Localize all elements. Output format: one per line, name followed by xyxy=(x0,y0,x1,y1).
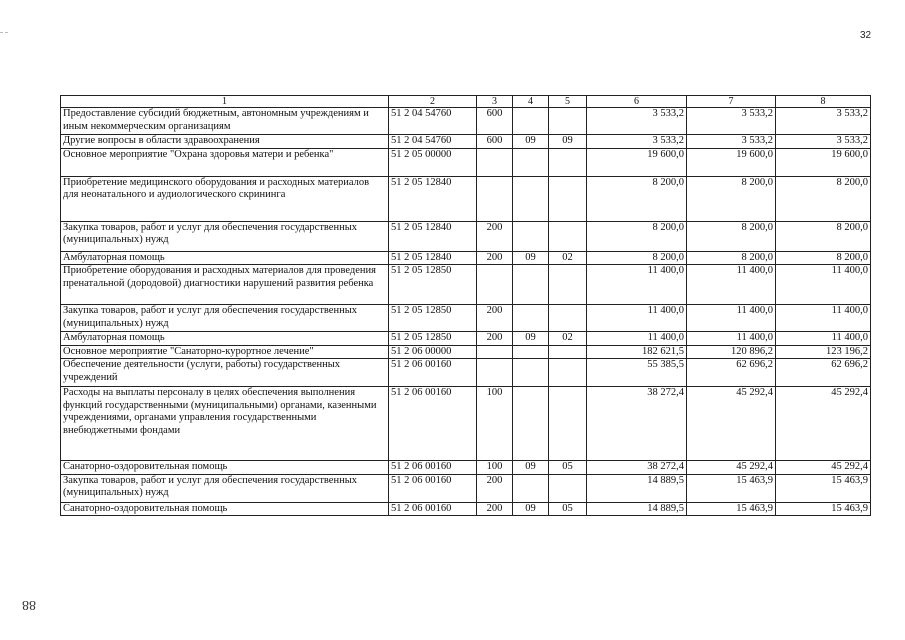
row-amount-year3: 3 533,2 xyxy=(776,135,871,149)
row-amount-year2: 8 200,0 xyxy=(687,221,776,251)
row-section: 09 xyxy=(513,502,549,516)
row-amount-year3: 11 400,0 xyxy=(776,305,871,332)
row-amount-year2: 15 463,9 xyxy=(687,502,776,516)
table-row xyxy=(61,221,871,251)
row-code: 51 2 06 00160 xyxy=(389,359,477,387)
row-subsection xyxy=(549,221,587,251)
row-section xyxy=(513,108,549,135)
row-code: 51 2 06 00160 xyxy=(389,387,477,461)
row-amount-year3: 62 696,2 xyxy=(776,359,871,387)
row-section xyxy=(513,474,549,502)
table-header-row xyxy=(61,96,871,108)
header-cell: 5 xyxy=(549,96,587,108)
row-name: Закупка товаров, работ и услуг для обеспечения государственных (муниципальных) нужд xyxy=(61,474,389,502)
row-subsection xyxy=(549,474,587,502)
row-amount-year2: 120 896,2 xyxy=(687,345,776,359)
row-expense-type: 200 xyxy=(477,502,513,516)
page-number: 32 xyxy=(860,30,872,41)
row-name: Основное мероприятие "Охрана здоровья матери и ребенка" xyxy=(61,148,389,176)
row-section: 09 xyxy=(513,251,549,265)
row-amount-year1: 8 200,0 xyxy=(587,221,687,251)
row-code: 51 2 05 12840 xyxy=(389,176,477,221)
row-subsection xyxy=(549,359,587,387)
row-amount-year2: 15 463,9 xyxy=(687,474,776,502)
row-amount-year1: 38 272,4 xyxy=(587,387,687,461)
row-amount-year3: 15 463,9 xyxy=(776,502,871,516)
row-amount-year2: 8 200,0 xyxy=(687,251,776,265)
row-amount-year1: 11 400,0 xyxy=(587,305,687,332)
row-amount-year2: 45 292,4 xyxy=(687,387,776,461)
table-row xyxy=(61,332,871,346)
side-handwritten-mark: 88 xyxy=(22,597,36,612)
table-row xyxy=(61,387,871,461)
table-row xyxy=(61,345,871,359)
row-name: Основное мероприятие "Санаторно-курортное лечение" xyxy=(61,345,389,359)
row-subsection xyxy=(549,345,587,359)
scan-margin-mark xyxy=(0,32,8,33)
row-amount-year2: 62 696,2 xyxy=(687,359,776,387)
row-expense-type: 200 xyxy=(477,251,513,265)
row-amount-year2: 45 292,4 xyxy=(687,461,776,475)
row-amount-year3: 123 196,2 xyxy=(776,345,871,359)
row-name: Амбулаторная помощь xyxy=(61,251,389,265)
row-code: 51 2 04 54760 xyxy=(389,108,477,135)
table-row xyxy=(61,359,871,387)
row-amount-year1: 8 200,0 xyxy=(587,251,687,265)
row-expense-type xyxy=(477,345,513,359)
row-code: 51 2 05 12840 xyxy=(389,251,477,265)
header-cell: 6 xyxy=(587,96,687,108)
row-section xyxy=(513,345,549,359)
row-subsection: 05 xyxy=(549,502,587,516)
table-row xyxy=(61,148,871,176)
row-subsection xyxy=(549,108,587,135)
row-amount-year1: 14 889,5 xyxy=(587,502,687,516)
row-section xyxy=(513,221,549,251)
row-amount-year3: 15 463,9 xyxy=(776,474,871,502)
table-row xyxy=(61,251,871,265)
row-code: 51 2 06 00160 xyxy=(389,461,477,475)
row-code: 51 2 05 12850 xyxy=(389,305,477,332)
row-name: Обеспечение деятельности (услуги, работы) государственных учреждений xyxy=(61,359,389,387)
row-expense-type: 100 xyxy=(477,387,513,461)
row-code: 51 2 05 12850 xyxy=(389,332,477,346)
row-amount-year1: 19 600,0 xyxy=(587,148,687,176)
row-subsection: 02 xyxy=(549,251,587,265)
row-subsection xyxy=(549,176,587,221)
row-amount-year3: 8 200,0 xyxy=(776,221,871,251)
row-section: 09 xyxy=(513,135,549,149)
row-section xyxy=(513,176,549,221)
row-expense-type: 200 xyxy=(477,221,513,251)
row-code: 51 2 06 00160 xyxy=(389,502,477,516)
row-amount-year3: 11 400,0 xyxy=(776,265,871,305)
row-amount-year2: 11 400,0 xyxy=(687,305,776,332)
header-cell: 2 xyxy=(389,96,477,108)
row-amount-year2: 3 533,2 xyxy=(687,108,776,135)
row-subsection: 02 xyxy=(549,332,587,346)
row-subsection xyxy=(549,148,587,176)
row-section xyxy=(513,359,549,387)
row-section xyxy=(513,148,549,176)
row-subsection xyxy=(549,265,587,305)
header-cell: 1 xyxy=(61,96,389,108)
row-expense-type xyxy=(477,265,513,305)
row-amount-year1: 3 533,2 xyxy=(587,108,687,135)
row-expense-type: 600 xyxy=(477,108,513,135)
row-subsection xyxy=(549,305,587,332)
row-amount-year3: 45 292,4 xyxy=(776,387,871,461)
table-row xyxy=(61,135,871,149)
row-name: Санаторно-оздоровительная помощь xyxy=(61,502,389,516)
table-row xyxy=(61,502,871,516)
row-name: Предоставление субсидий бюджетным, автономным учреждениям и иным некоммерческим организациям xyxy=(61,108,389,135)
row-amount-year2: 11 400,0 xyxy=(687,265,776,305)
table-row xyxy=(61,305,871,332)
header-cell: 3 xyxy=(477,96,513,108)
row-expense-type xyxy=(477,176,513,221)
row-amount-year1: 3 533,2 xyxy=(587,135,687,149)
row-section xyxy=(513,387,549,461)
row-amount-year2: 3 533,2 xyxy=(687,135,776,149)
row-amount-year3: 8 200,0 xyxy=(776,251,871,265)
row-section: 09 xyxy=(513,332,549,346)
row-amount-year3: 11 400,0 xyxy=(776,332,871,346)
row-code: 51 2 06 00000 xyxy=(389,345,477,359)
row-expense-type xyxy=(477,359,513,387)
row-expense-type xyxy=(477,148,513,176)
row-subsection xyxy=(549,387,587,461)
row-amount-year1: 14 889,5 xyxy=(587,474,687,502)
row-code: 51 2 04 54760 xyxy=(389,135,477,149)
row-amount-year1: 182 621,5 xyxy=(587,345,687,359)
row-subsection: 05 xyxy=(549,461,587,475)
row-amount-year3: 19 600,0 xyxy=(776,148,871,176)
header-cell: 4 xyxy=(513,96,549,108)
row-amount-year3: 8 200,0 xyxy=(776,176,871,221)
row-name: Приобретение медицинского оборудования и расходных материалов для неонатального и аудиологического скрининга xyxy=(61,176,389,221)
row-expense-type: 600 xyxy=(477,135,513,149)
row-amount-year1: 38 272,4 xyxy=(587,461,687,475)
row-expense-type: 200 xyxy=(477,305,513,332)
table-row xyxy=(61,176,871,221)
row-section xyxy=(513,305,549,332)
row-amount-year1: 11 400,0 xyxy=(587,265,687,305)
header-cell: 8 xyxy=(776,96,871,108)
row-code: 51 2 05 12850 xyxy=(389,265,477,305)
row-amount-year2: 8 200,0 xyxy=(687,176,776,221)
row-name: Приобретение оборудования и расходных материалов для проведения пренатальной (дородовой) диагностики нарушений развития ребенка xyxy=(61,265,389,305)
table-row xyxy=(61,108,871,135)
row-amount-year3: 3 533,2 xyxy=(776,108,871,135)
row-section xyxy=(513,265,549,305)
row-section: 09 xyxy=(513,461,549,475)
row-expense-type: 100 xyxy=(477,461,513,475)
row-amount-year2: 11 400,0 xyxy=(687,332,776,346)
row-name: Другие вопросы в области здравоохранения xyxy=(61,135,389,149)
row-name: Закупка товаров, работ и услуг для обеспечения государственных (муниципальных) нужд xyxy=(61,221,389,251)
table-row xyxy=(61,461,871,475)
header-cell: 7 xyxy=(687,96,776,108)
budget-table xyxy=(60,95,871,516)
row-code: 51 2 05 12840 xyxy=(389,221,477,251)
row-name: Расходы на выплаты персоналу в целях обеспечения выполнения функций государственными (муниципальными) органами, казенными учреждениями, органами управления государственными внебюджетными фондами xyxy=(61,387,389,461)
table-row xyxy=(61,474,871,502)
row-amount-year3: 45 292,4 xyxy=(776,461,871,475)
row-name: Амбулаторная помощь xyxy=(61,332,389,346)
row-amount-year1: 55 385,5 xyxy=(587,359,687,387)
row-name: Санаторно-оздоровительная помощь xyxy=(61,461,389,475)
row-expense-type: 200 xyxy=(477,474,513,502)
row-subsection: 09 xyxy=(549,135,587,149)
row-expense-type: 200 xyxy=(477,332,513,346)
row-name: Закупка товаров, работ и услуг для обеспечения государственных (муниципальных) нужд xyxy=(61,305,389,332)
row-code: 51 2 06 00160 xyxy=(389,474,477,502)
row-amount-year1: 11 400,0 xyxy=(587,332,687,346)
table-row xyxy=(61,265,871,305)
row-code: 51 2 05 00000 xyxy=(389,148,477,176)
row-amount-year1: 8 200,0 xyxy=(587,176,687,221)
row-amount-year2: 19 600,0 xyxy=(687,148,776,176)
